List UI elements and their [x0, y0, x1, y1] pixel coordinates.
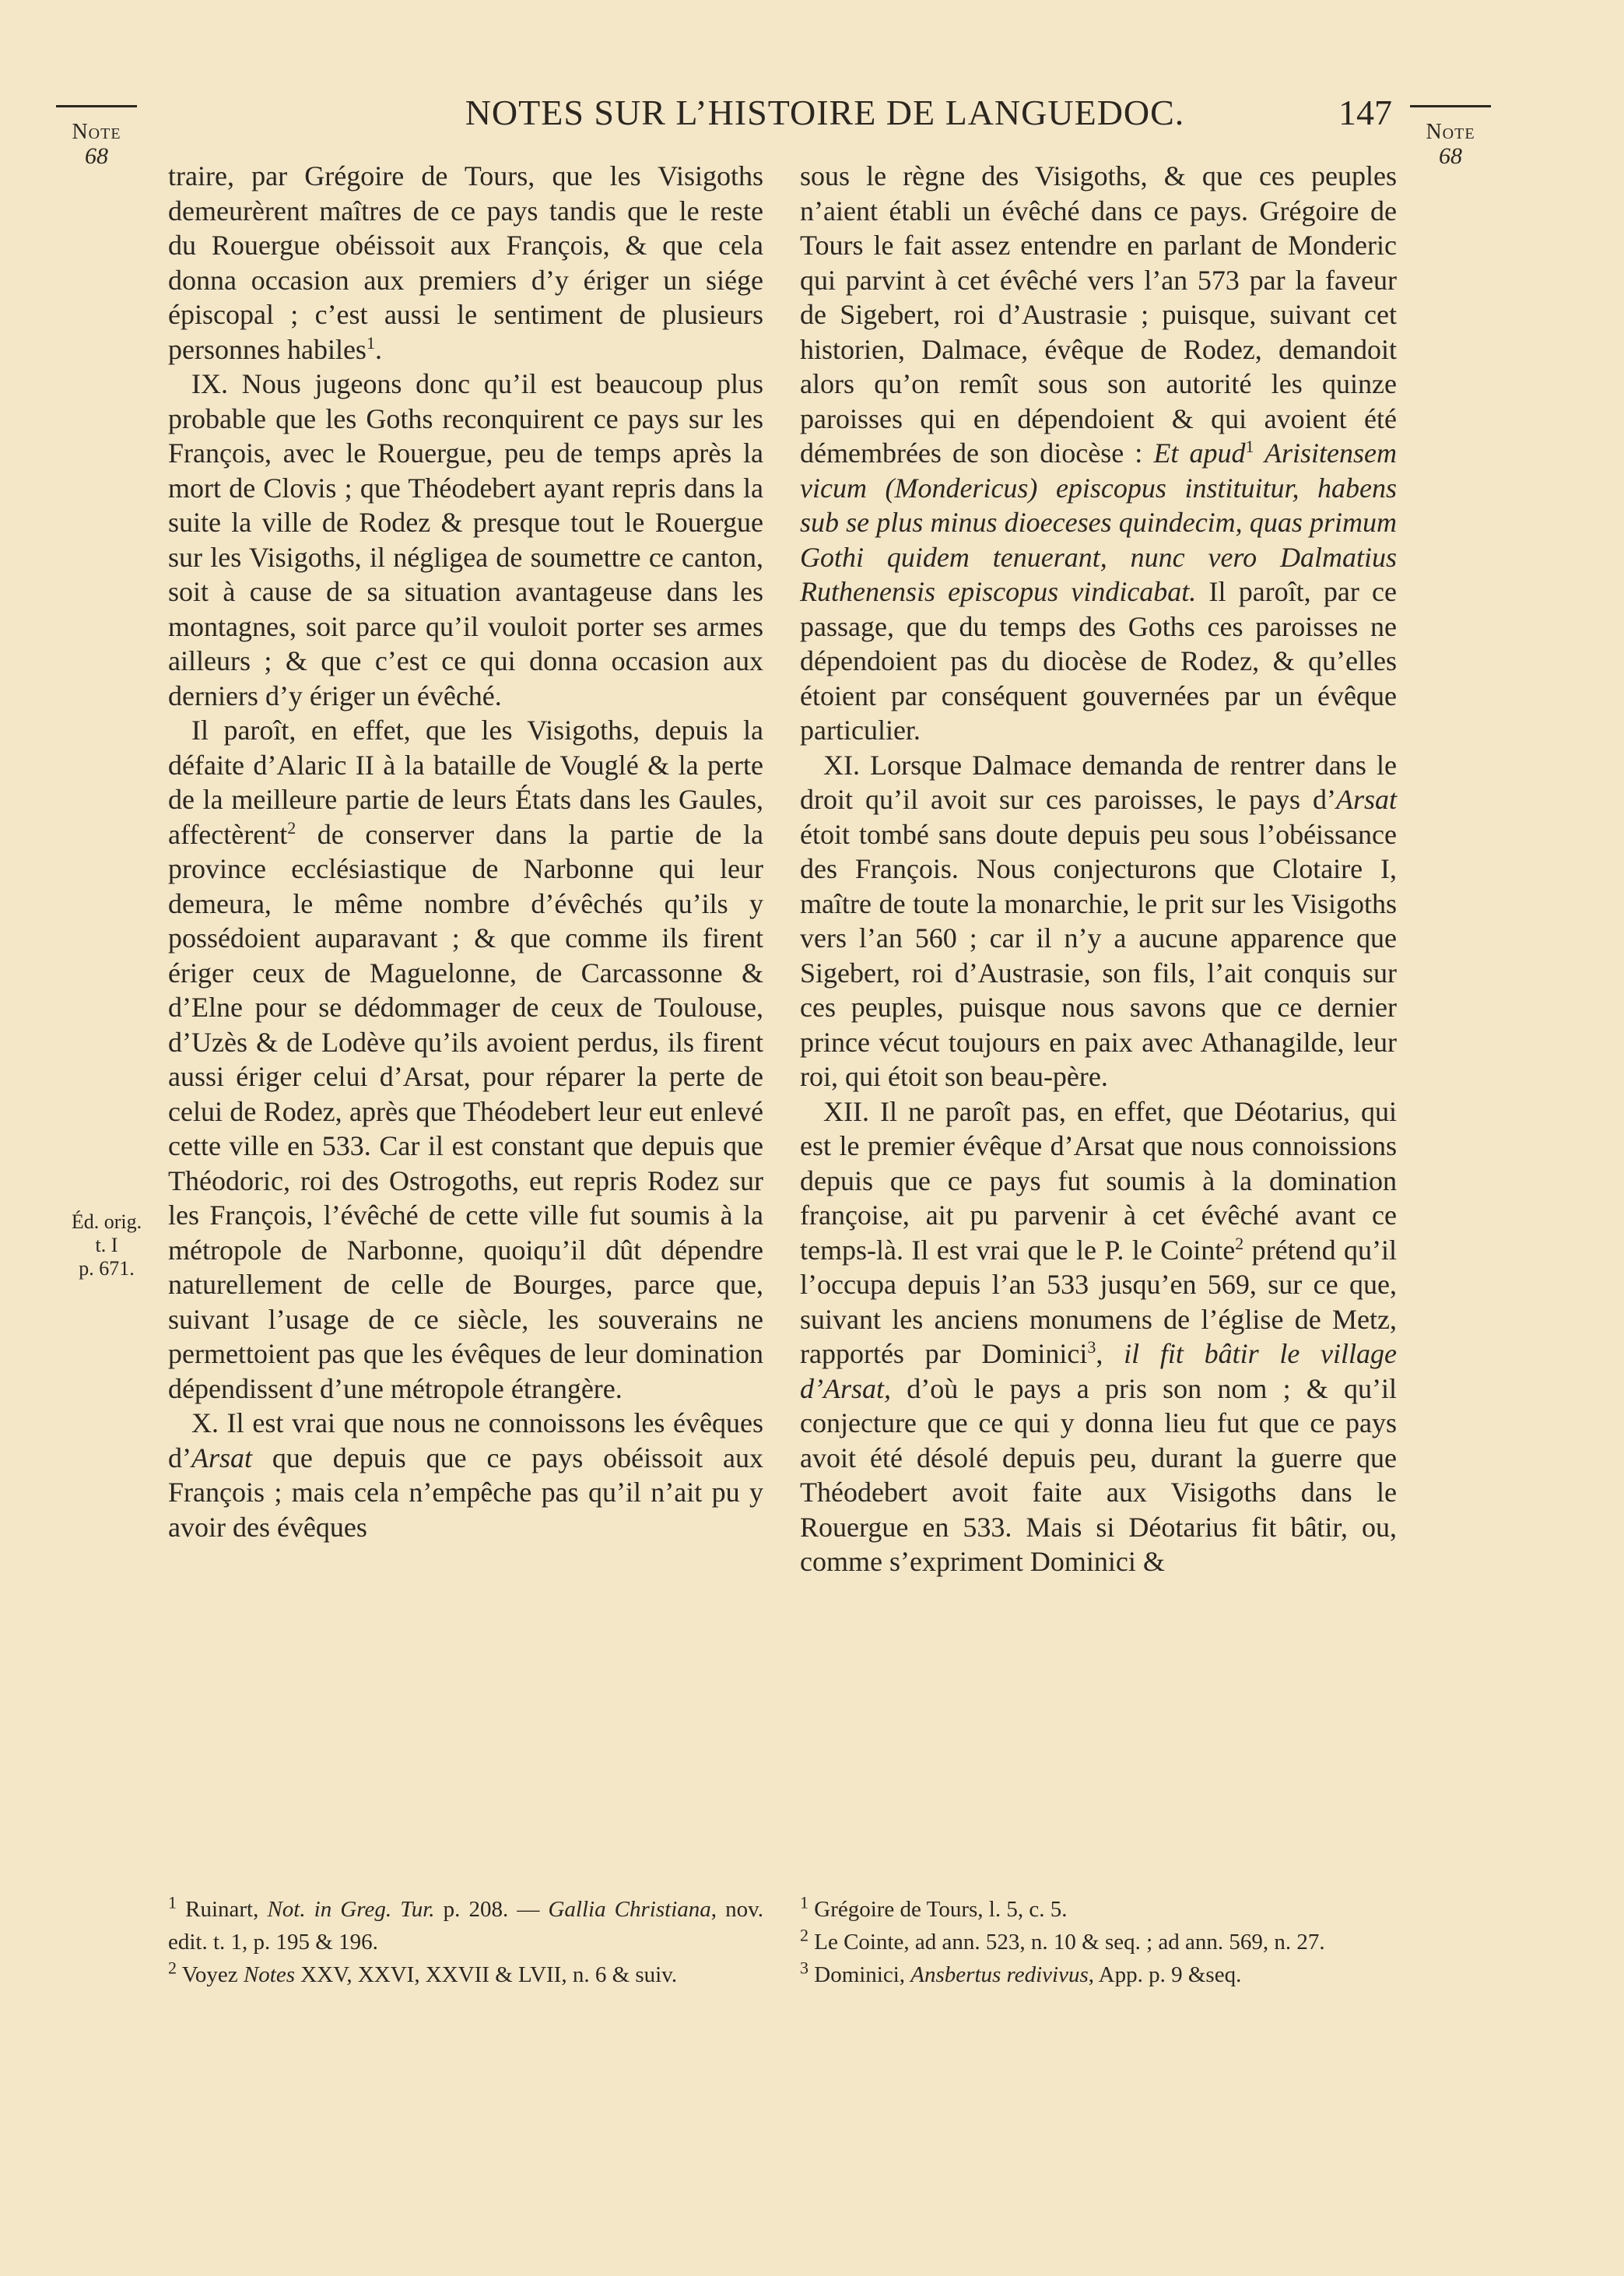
footnote: $^1$ Ruinart, Not. in Greg. Tur. p. 208. — Gallia Christiana, nov. edit. t. 1, p. 195 & 196. [168, 1892, 763, 1955]
footnote: $^3$ Dominici, Ansbertus redivivus, App. p. 9 &seq. [800, 1958, 1242, 1987]
note-label-right: Note [1426, 120, 1475, 144]
footnote: $^2$ Voyez Notes XXV, XXVI, XXVII & LVII, n. 6 & suiv. [168, 1958, 678, 1987]
footnote: $^1$ Grégoire de Tours, l. 5, c. 5. [800, 1892, 1068, 1922]
footnote-ref: 1 [366, 332, 375, 353]
paragraph-continuation: traire, par Grégoire de Tours, que les Visigoths demeurèrent maîtres de ce pays tandis que le reste du Rouergue obéissoit aux François, & que cela donna occasion aux premiers d’y ériger un siége épiscopal ; c’est aussi le sentiment de plusieurs personnes habiles$^1$. [168, 160, 763, 365]
footnotes-right [800, 1893, 1397, 1991]
page-number: 147 [1338, 93, 1392, 132]
margin-note-line: t. I [95, 1234, 118, 1256]
margin-note-edition [64, 1210, 149, 1280]
paragraph-continuation: sous le règne des Visigoths, & que ces peuples n’aient établi un évêché dans ce pays. Grégoire de Tours le fait assez entendre en parlant de Monderic qui parvint à cet évêché vers l’an 573 par la faveur de Sigebert, roi d’Austrasie ; puisque, suivant cet historien, Dalmace, évêque de Rodez, demandoit alors qu’on remît sous son autorité les quinze paroisses qui en dépendoient & qui avoient été démembrées de son diocèse : Et apud$^1$ Arisitensem vicum (Mondericus) episcopus instituitur, habens sub se plus minus dioeceses quindecim, quas primum Gothi quidem tenuerant, nunc vero Dalmatius Ruthenensis episcopus vindicabat. Il paroît, par ce passage, que du temps des Goths ces paroisses ne dépendoient pas du diocèse de Rodez, & qu’elles étoient par conséquent gouvernées par un évêque particulier. [800, 160, 1397, 746]
right-column [800, 159, 1397, 1579]
margin-note-line: p. 671. [79, 1257, 135, 1280]
running-head: NOTES SUR L’HISTOIRE DE LANGUEDOC. [465, 93, 1185, 132]
footnote: $^2$ Le Cointe, ad ann. 523, n. 10 & seq. ; ad ann. 569, n. 27. [800, 1925, 1325, 1955]
margin-note-line: Éd. orig. [71, 1210, 142, 1233]
footnote-ref: 2 [287, 817, 296, 838]
note-rule-right [1410, 105, 1491, 107]
left-column [168, 159, 763, 1544]
note-number-left: 68 [85, 143, 108, 169]
paragraph-ix: IX. Nous jugeons donc qu’il est beaucoup plus probable que les Goths reconquirent ce pays sur les François, avec le Rouergue, peu de temps après la mort de Clovis ; que Théodebert ayant repris dans la suite la ville de Rodez & presque tout le Rouergue sur les Visigoths, il négligea de soumettre ce canton, soit à cause de sa situation avantageuse dans les montagnes, soit parce qu’il vouloit porter ses armes ailleurs ; & que c’est ce qui donna occasion aux derniers d’y ériger un évêché. [168, 368, 763, 711]
paragraph-x: X. Il est vrai que nous ne connoissons les évêques d’Arsat que depuis que ce pays obéissoit aux François ; mais cela n’empêche pas qu’il n’ait pu y avoir des évêques [168, 1407, 763, 1543]
note-label-left: Note [72, 120, 121, 144]
paragraph-visigoths: Il paroît, en effet, que les Visigoths, depuis la défaite d’Alaric II à la bataille de Vouglé & la perte de la meilleure partie de leurs États dans les Gaules, affectèrent$^2$ de conserver dans la partie de la province ecclésiastique de Narbonne qui leur demeura, le même nombre d’évêchés qu’ils y possédoient auparavant ; & que comme ils firent ériger ceux de Maguelonne, de Carcassonne & d’Elne pour se dédommager de ceux de Toulouse, d’Uzès & de Lodève qu’ils avoient perdus, ils firent aussi ériger celui d’Arsat, pour réparer la perte de celui de Rodez, après que Théodebert leur eut enlevé cette ville en 533. Car il est constant que depuis que Théodoric, roi des Ostrogoths, eut repris Rodez sur les François, l’évêché de cette ville fut soumis à la métropole de Narbonne, quoiqu’il dût dépendre naturellement de celle de Bourges, parce que, suivant l’usage de ce siècle, les souverains ne permettoient pas que les évêques de leur domination dépendissent d’une métropole étrangère. [168, 715, 763, 1404]
note-tag-left [56, 105, 137, 168]
footnote-ref: 2 [1235, 1233, 1244, 1253]
paragraph-xii: XII. Il ne paroît pas, en effet, que Déotarius, qui est le premier évêque d’Arsat que nous connoissions depuis que ce pays fut soumis à la domination françoise, ait pu parvenir à cet évêché avant ce temps-là. Il est vrai que le P. le Cointe$^2$ prétend qu’il l’occupa depuis l’an 533 jusqu’en 569, sur ce que, suivant les anciens monumens de l’église de Metz, rapportés par Dominici$^3$, il fit bâtir le village d’Arsat, d’où le pays a pris son nom ; & qu’il conjecture que ce qui y donna lieu fut que ce pays avoit été désolé depuis peu, durant la guerre que Théodebert avoit faite aux Visigoths dans le Rouergue en 533. Mais si Déotarius fit bâtir, ou, comme s’expriment Dominici & [800, 1095, 1398, 1577]
footnotes-left [168, 1893, 763, 1991]
note-number-right: 68 [1439, 143, 1462, 169]
note-tag-right [1410, 105, 1491, 168]
note-rule-left [56, 105, 137, 107]
footnote-ref: 1 [1245, 437, 1254, 456]
footnote-ref: 3 [1087, 1337, 1096, 1357]
paragraph-xi: XI. Lorsque Dalmace demanda de rentrer dans le droit qu’il avoit sur ces paroisses, le pays d’Arsat étoit tombé sans doute depuis peu sous l’obéissance des François. Nous conjecturons que Clotaire I, maître de toute la monarchie, le prit sur les Visigoths vers l’an 560 ; car il n’y a aucune apparence que Sigebert, roi d’Austrasie, son fils, l’ait conquis sur ces peuples, puisque nous savons que ce dernier prince vécut toujours en paix avec Athanagilde, leur roi, qui étoit son beau-père. [800, 749, 1397, 1092]
